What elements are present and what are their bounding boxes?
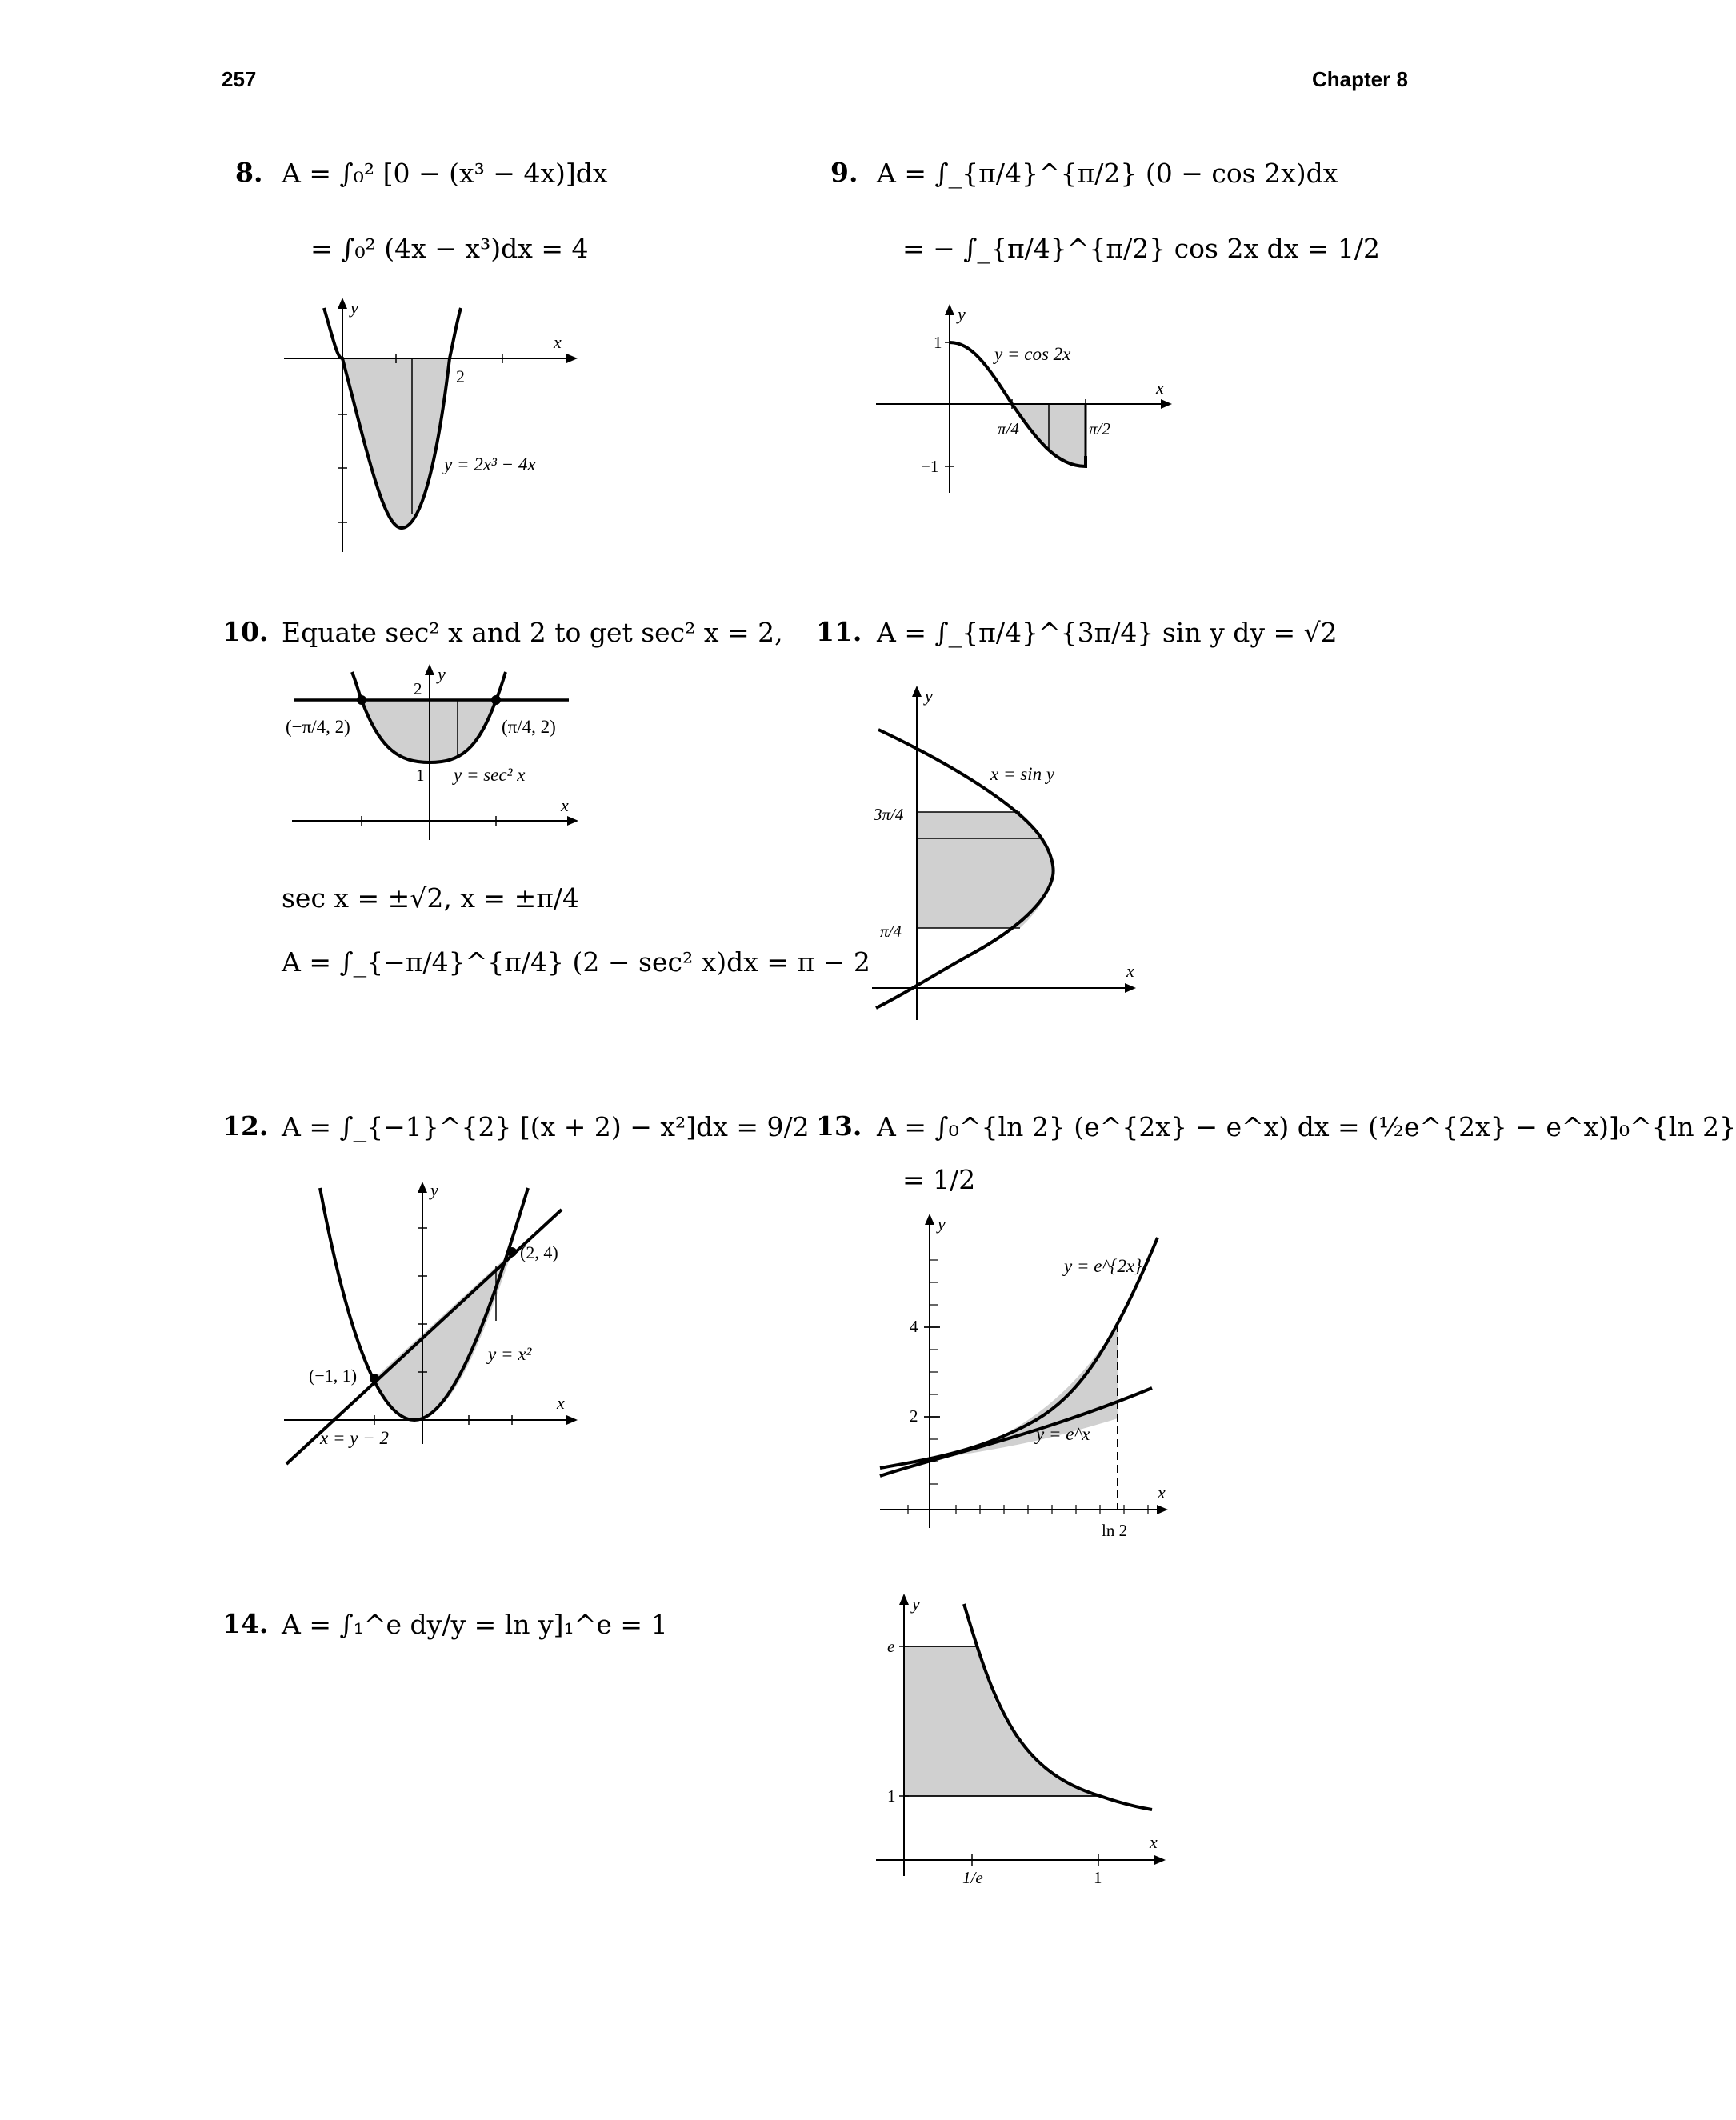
p13-y-tick-4: 4 (910, 1317, 918, 1336)
p9-x-label: x (1156, 378, 1164, 398)
problem-8-number: 8. (235, 157, 263, 188)
p10-y-tick-2: 2 (414, 679, 422, 698)
p9-y-label: y (958, 304, 966, 324)
problem-12-line-1: A = ∫_{−1}^{2} [(x + 2) − x²]dx = 9/2 (282, 1111, 810, 1142)
problem-9-line-2: = − ∫_{π/4}^{π/2} cos 2x dx = 1/2 (902, 233, 1381, 264)
p12-y-label: y (430, 1180, 438, 1200)
p13-x-label: x (1158, 1482, 1166, 1502)
p13-x-tick-ln2: ln 2 (1102, 1521, 1128, 1540)
page-number: 257 (222, 67, 257, 91)
p11-y-tick-pi4: π/4 (880, 922, 902, 941)
problem-13-line-2: = 1/2 (902, 1164, 976, 1195)
p11-x-label: x (1126, 961, 1134, 981)
p12-x-label: x (557, 1393, 565, 1413)
p11-curve-label: x = sin y (990, 764, 1055, 784)
p10-curve-label: y = sec² x (454, 765, 526, 785)
chapter-title: Chapter 8 (1312, 67, 1408, 91)
problem-11-graph (872, 684, 1160, 1020)
p9-x-tick-pi2: π/2 (1089, 419, 1110, 438)
p14-shaded-region (904, 1646, 1100, 1796)
p13-y-label: y (938, 1214, 946, 1234)
p13-shaded-region (938, 1324, 1118, 1458)
problem-10-line-2: sec x = ±√2, x = ±π/4 (282, 882, 580, 914)
problem-11-number: 11. (816, 616, 862, 647)
p12-parabola-label: y = x² (488, 1344, 532, 1364)
p10-point-left: (−π/4, 2) (286, 717, 350, 737)
p12-line-label: x = y − 2 (320, 1428, 389, 1448)
problem-8-line-1: A = ∫₀² [0 − (x³ − 4x)]dx (282, 158, 608, 189)
p13-y-minor-ticks (930, 1260, 938, 1484)
p8-y-label: y (350, 298, 358, 318)
problem-9-number: 9. (830, 157, 858, 188)
p10-x-label: x (561, 795, 569, 815)
problem-14-number: 14. (222, 1608, 269, 1639)
p9-y-tick-1: 1 (934, 333, 942, 352)
problem-8-graph (280, 296, 584, 560)
p11-y-label: y (925, 686, 933, 706)
problem-10-number: 10. (222, 616, 269, 647)
p12-point-upper: (2, 4) (520, 1242, 558, 1262)
p8-shaded-region (342, 358, 450, 528)
p13-lower-label: y = e^x (1036, 1424, 1090, 1444)
p9-y-tick-neg1: −1 (921, 457, 939, 476)
p8-curve-label: y = 2x³ − 4x (444, 454, 536, 474)
problem-10-line-3: A = ∫_{−π/4}^{π/4} (2 − sec² x)dx = π − 2 (282, 946, 870, 978)
p9-curve-label: y = cos 2x (994, 344, 1071, 364)
p14-x-tick-1: 1 (1094, 1868, 1102, 1887)
p14-x-tick-1e: 1/e (962, 1868, 983, 1887)
problem-9-graph (876, 302, 1180, 502)
p14-y-label: y (912, 1594, 920, 1614)
problem-8-line-2: = ∫₀² (4x − x³)dx = 4 (310, 233, 589, 264)
p11-y-tick-3pi4: 3π/4 (874, 805, 904, 824)
p14-x-label: x (1150, 1832, 1158, 1852)
p9-x-tick-pi4: π/4 (998, 419, 1019, 438)
p8-x-label: x (554, 332, 562, 352)
problem-10-graph (268, 662, 588, 846)
p14-y-tick-e: e (887, 1637, 895, 1656)
p13-upper-label: y = e^{2x} (1064, 1256, 1142, 1276)
problem-10-line-1: Equate sec² x and 2 to get sec² x = 2, (282, 617, 783, 648)
problem-12-graph (280, 1172, 584, 1476)
problem-13-number: 13. (816, 1110, 862, 1142)
problem-11-line-1: A = ∫_{π/4}^{3π/4} sin y dy = √2 (877, 617, 1338, 648)
p10-y-tick-1: 1 (416, 766, 425, 785)
problem-13-graph (876, 1212, 1180, 1540)
problem-12-number: 12. (222, 1110, 269, 1142)
p8-tick-2: 2 (456, 366, 465, 386)
problem-14-graph (876, 1592, 1180, 1896)
problem-9-line-1: A = ∫_{π/4}^{π/2} (0 − cos 2x)dx (877, 158, 1338, 189)
problem-14-line-1: A = ∫₁^e dy/y = ln y]₁^e = 1 (282, 1609, 668, 1640)
p13-y-tick-2: 2 (910, 1406, 918, 1426)
p10-point-right: (π/4, 2) (502, 717, 556, 737)
p10-y-label: y (438, 664, 446, 684)
problem-13-line-1: A = ∫₀^{ln 2} (e^{2x} − e^x) dx = (½e^{2x} − e^x)]₀^{ln 2} (877, 1111, 1736, 1142)
p12-point-lower: (−1, 1) (309, 1366, 358, 1386)
p14-y-tick-1: 1 (887, 1786, 896, 1806)
